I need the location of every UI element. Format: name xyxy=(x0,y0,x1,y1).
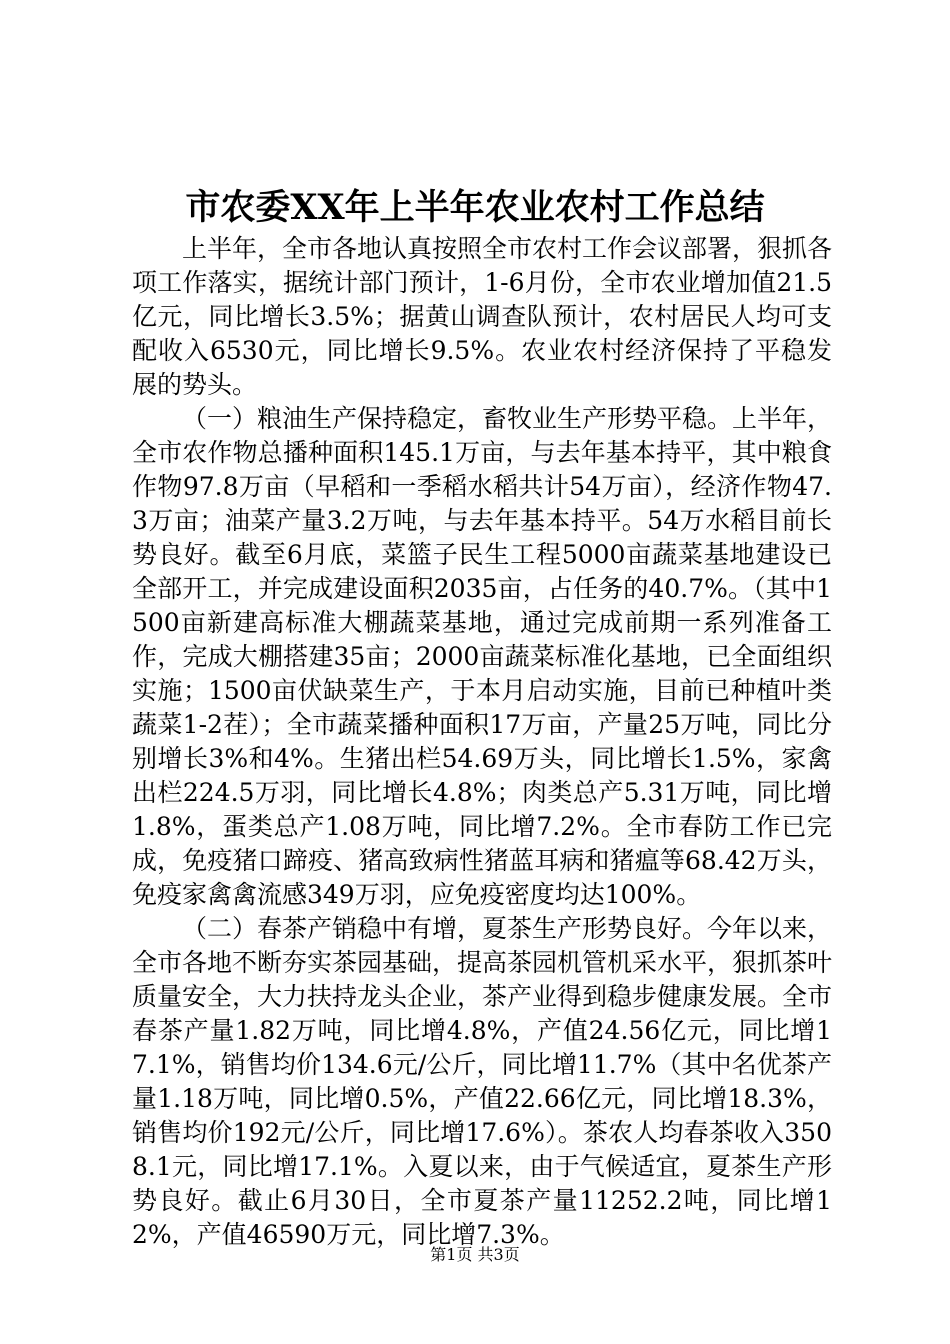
paragraph-intro: 上半年，全市各地认真按照全市农村工作会议部署，狠抓各项工作落实，据统计部门预计，1-6月份，全市农业增加值21.5亿元，同比增长3.5%；据黄山调查队预计，农村居民人均可支配收入6530元，同比增长9.5%。农业农村经济保持了平稳发展的势头。 xyxy=(132,234,833,399)
paragraph-grain-livestock: （一）粮油生产保持稳定，畜牧业生产形势平稳。上半年，全市农作物总播种面积145.1万亩，与去年基本持平，其中粮食作物97.8万亩（早稻和一季稻水稻共计54万亩），经济作物47.3万亩；油菜产量3.2万吨，与去年基本持平。54万水稻目前长势良好。截至6月底，菜篮子民生工程5000亩蔬菜基地建设已全部开工，并完成建设面积2035亩，占任务的40.7%。（其中1500亩新建高标准大棚蔬菜基地，通过完成前期一系列准备工作，完成大棚搭建35亩；2000亩蔬菜标准化基地，已全面组织实施；1500亩伏缺菜生产，于本月启动实施，目前已种植叶类蔬菜1-2茬）；全市蔬菜播种面积17万亩，产量25万吨，同比分别增长3%和4%。生猪出栏54.69万头，同比增长1.5%，家禽出栏224.5万羽，同比增长4.8%；肉类总产5.31万吨，同比增1.8%，蛋类总产1.08万吨，同比增7.2%。全市春防工作已完成，免疫猪口蹄疫、猪高致病性猪蓝耳病和猪瘟等68.42万头，免疫家禽禽流感349万羽，应免疫密度均达100%。 xyxy=(132,404,833,909)
document-title: 市农委XX年上半年农业农村工作总结 xyxy=(185,187,765,228)
paragraph-tea-production: （二）春茶产销稳中有增，夏茶生产形势良好。今年以来，全市各地不断夯实茶园基础，提高茶园机管机采水平，狠抓茶叶质量安全，大力扶持龙头企业，茶产业得到稳步健康发展。全市春茶产量1.82万吨，同比增4.8%，产值24.56亿元，同比增17.1%，销售均价134.6元/公斤，同比增11.7%（其中名优茶产量1.18万吨，同比增0.5%，产值22.66亿元，同比增18.3%，销售均价192元/公斤，同比增17.6%）。茶农人均春茶收入3508.1元，同比增17.1%。入夏以来，由于气候适宜，夏茶生产形势良好。截止6月30日，全市夏茶产量11252.2吨，同比增12%，产值46590万元，同比增7.3%。 xyxy=(132,914,833,1249)
page-footer: 第1页 共3页 xyxy=(430,1245,520,1264)
document-body xyxy=(132,232,832,1252)
